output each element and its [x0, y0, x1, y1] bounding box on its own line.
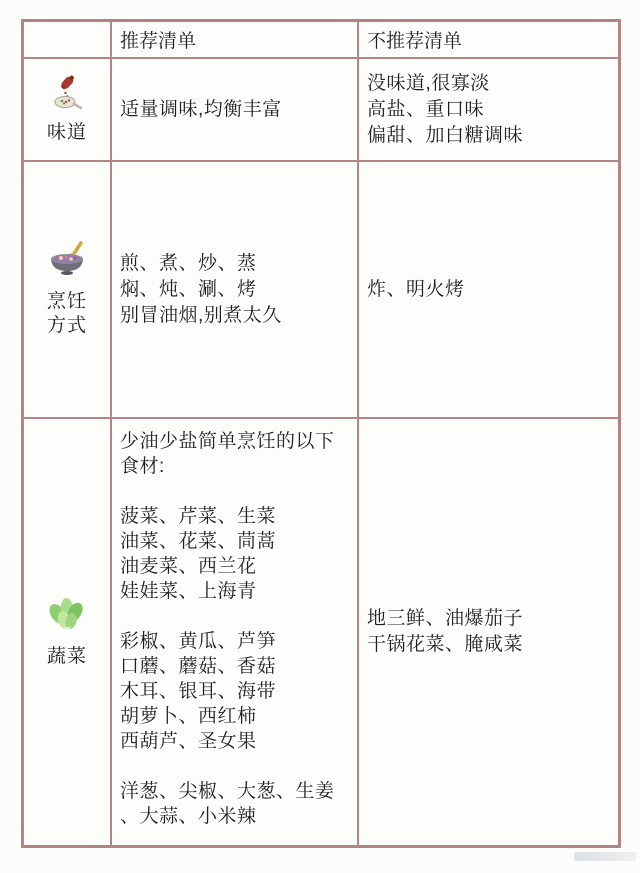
text-line: 西葫芦、圣女果 [120, 731, 257, 752]
text-line: 娃娃菜、上海青 [120, 581, 257, 602]
not-recommended-cell-vegetables [359, 419, 618, 845]
category-label-vegetables [47, 645, 87, 669]
text-line: 蔬菜 [46, 645, 87, 667]
text-line: 少油少盐简单烹饪的以下 [120, 431, 335, 452]
text-line: 干锅花菜、腌咸菜 [367, 634, 524, 655]
category-label-cooking-method [47, 290, 87, 338]
text-line: 菠菜、芹菜、生菜 [120, 506, 277, 527]
header-recommended [112, 22, 359, 59]
text-line: 口蘑、蘑菇、香菇 [120, 656, 277, 677]
text-line: 焖、炖、涮、烤 [120, 278, 257, 300]
recommended-cell-taste [112, 59, 359, 162]
text-line: 煎、煮、炒、蒸 [120, 252, 257, 274]
seasoning-bottle-spoon-icon [50, 74, 84, 117]
recommended-cell-vegetables [112, 419, 359, 845]
text-line: 、大蒜、小米辣 [120, 806, 257, 827]
text-line: 油麦菜、西兰花 [120, 556, 257, 577]
category-cell-taste [24, 59, 112, 162]
header-not-recommended-label: 不推荐清单 [367, 31, 463, 52]
text-line: 方式 [46, 315, 87, 336]
text-line: 没味道,很寡淡 [367, 72, 490, 94]
text-line: 炸、明火烤 [367, 278, 465, 300]
text-line: 别冒油烟,别煮太久 [120, 304, 282, 326]
text-line: 彩椒、黄瓜、芦笋 [120, 631, 277, 652]
comparison-table [21, 19, 621, 848]
leafy-vegetable-icon [44, 596, 90, 641]
category-cell-cooking-method [24, 162, 112, 419]
text-line [120, 479, 353, 504]
text-line: 胡萝卜、西红柿 [120, 706, 257, 727]
text-line: 地三鲜、油爆茄子 [367, 608, 524, 629]
not-recommended-cell-taste [359, 59, 618, 162]
text-line: 油菜、花菜、茼蒿 [120, 531, 277, 552]
text-line: 食材: [120, 456, 165, 477]
text-line: 味道 [46, 122, 87, 143]
category-label-taste [47, 121, 87, 145]
text-line: 木耳、银耳、海带 [120, 681, 277, 702]
wok-icon [45, 241, 89, 286]
header-not-recommended [359, 22, 618, 59]
text-line [120, 754, 353, 779]
text-line: 适量调味,均衡丰富 [120, 98, 282, 120]
text-line: 烹饪 [46, 291, 87, 312]
header-recommended-label: 推荐清单 [120, 31, 197, 52]
recommended-cell-cooking-method [112, 162, 359, 419]
header-empty-cell [24, 22, 112, 59]
not-recommended-cell-cooking-method [359, 162, 618, 419]
text-line: 洋葱、尖椒、大葱、生姜 [120, 781, 335, 802]
category-cell-vegetables [24, 419, 112, 845]
header-empty-label [32, 27, 106, 53]
watermark [574, 852, 636, 861]
text-line: 偏甜、加白糖调味 [367, 124, 524, 146]
text-line [120, 604, 353, 629]
text-line: 高盐、重口味 [367, 98, 485, 120]
